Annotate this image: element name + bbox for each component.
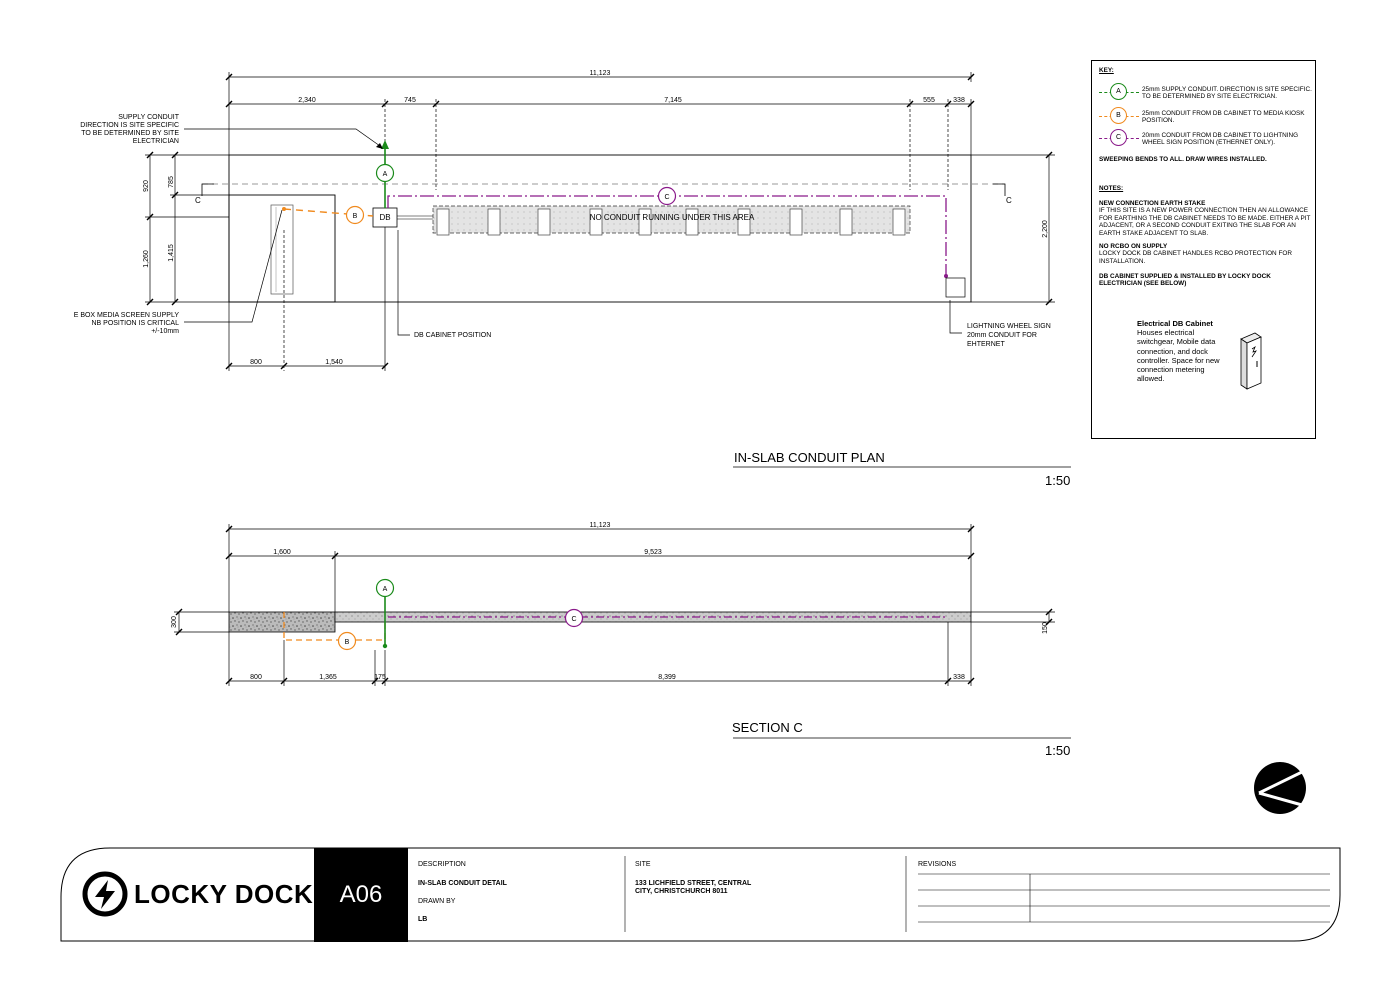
key-item-a (1092, 82, 1317, 104)
key-panel (1091, 60, 1316, 439)
note-rcbo-title: NO RCBO ON SUPPLY (1099, 243, 1168, 250)
marker-b-plan-label: B (352, 213, 358, 220)
key-sweeping: SWEEPING BENDS TO ALL. DRAW WIRES INSTALLED. (1099, 156, 1267, 163)
lightning-sign-pad (946, 278, 965, 297)
dim-left-c: 1,260 (143, 250, 150, 268)
key-marker-b: B (1110, 107, 1127, 124)
key-text-c: 20mm CONDUIT FROM DB CABINET TO LIGHTNING WHEEL SIGN POSITION (ETHERNET ONLY). (1142, 132, 1299, 147)
sec-dim-right: 150 (1042, 622, 1049, 634)
sec-dim-d2: 9,523 (644, 549, 662, 556)
section-mark-right: C (1006, 196, 1012, 205)
dim-overall: 11,123 (589, 70, 611, 77)
key-marker-c: C (1110, 129, 1127, 146)
note-supplied: DB CABINET SUPPLIED & INSTALLED BY LOCKY DOCK ELECTRICIAN (SEE BELOW) (1099, 273, 1271, 288)
plan-dims-top (226, 72, 974, 190)
cabinet-body: Houses electrical switchgear, Mobile data connection, and dock controller. Space for new connection metering allowed. (1137, 328, 1220, 384)
drawn-by-value: LB (418, 916, 428, 923)
site-line1: 133 LICHFIELD STREET, CENTRAL (635, 880, 752, 887)
svg-text:DIRECTION IS SITE SPECIFIC: DIRECTION IS SITE SPECIFIC (80, 122, 179, 129)
dim-left-b: 785 (168, 176, 175, 188)
plan-dims-bottom (226, 227, 388, 371)
marker-c-section-label: C (571, 616, 577, 623)
section-scale: 1:50 (1045, 743, 1071, 758)
sec-dim-bottom-a: 800 (250, 674, 262, 681)
key-marker-a: A (1110, 83, 1127, 100)
plan-scale: 1:50 (1045, 473, 1071, 488)
no-conduit-label: NO CONDUIT RUNNING UNDER THIS AREA (589, 213, 755, 222)
note-supply (80, 114, 180, 145)
svg-text:NB POSITION IS CRITICAL: NB POSITION IS CRITICAL (91, 320, 179, 327)
svg-text:SUPPLY CONDUIT: SUPPLY CONDUIT (118, 114, 179, 121)
dim-bottom-b: 1,540 (325, 359, 343, 366)
key-item-c (1092, 128, 1317, 150)
dim-left-a: 920 (143, 180, 150, 192)
svg-text:20mm CONDUIT FOR: 20mm CONDUIT FOR (967, 332, 1037, 339)
sec-dim-bottom-c: 175 (374, 674, 386, 681)
cabinet-title: Electrical DB Cabinet (1137, 319, 1213, 328)
lightning-bolt-icon (85, 874, 125, 914)
notes-heading: NOTES: (1099, 185, 1124, 192)
dim-d5: 338 (953, 97, 965, 104)
dim-d4: 555 (923, 97, 935, 104)
note-db: DB CABINET POSITION (414, 332, 492, 339)
section-drawing (171, 522, 1071, 738)
section-dims-bottom (226, 622, 974, 686)
plan-dims-left (145, 152, 229, 305)
dim-d1: 2,340 (298, 97, 316, 104)
sec-dim-bottom-b: 1,365 (319, 674, 337, 681)
svg-text:E BOX MEDIA SCREEN SUPPLY: E BOX MEDIA SCREEN SUPPLY (73, 312, 179, 319)
dim-left-d: 1,415 (168, 244, 175, 262)
svg-text:TO BE DETERMINED BY SITE: TO BE DETERMINED BY SITE (81, 130, 179, 137)
marker-a-plan-label: A (382, 171, 388, 178)
note-earth-title: NEW CONNECTION EARTH STAKE (1099, 200, 1206, 207)
svg-text:EHTERNET: EHTERNET (967, 341, 1005, 348)
note-ebox (74, 312, 180, 335)
revisions-label: REVISIONS (918, 861, 957, 868)
drawn-by-label: DRAWN BY (418, 898, 456, 905)
marker-c-plan-label: C (664, 194, 670, 201)
section-line-c (202, 184, 1005, 196)
svg-text:ELECTRICIAN: ELECTRICIAN (132, 138, 179, 145)
key-item-b (1092, 106, 1317, 128)
sec-dim-d1: 1,600 (273, 549, 291, 556)
site-line2: CITY, CHRISTCHURCH 8011 (635, 888, 728, 895)
brand-name: LOCKY DOCK (134, 879, 314, 909)
note-rcbo-body: LOCKY DOCK DB CABINET HANDLES RCBO PROTECTION FOR INSTALLATION. (1099, 250, 1292, 265)
sec-dim-overall: 11,123 (589, 522, 611, 529)
description-label: DESCRIPTION (418, 861, 466, 868)
sheet-number: A06 (314, 848, 408, 942)
north-arrow-icon (1254, 762, 1306, 814)
dim-d3: 7,145 (664, 97, 682, 104)
section-dims-top (226, 524, 974, 612)
db-label: DB (379, 213, 391, 222)
marker-a-section-label: A (382, 586, 388, 593)
dim-d2: 745 (404, 97, 416, 104)
note-earth-body: IF THIS SITE IS A NEW POWER CONNECTION THEN AN ALLOWANCE FOR EARTHING THE DB CABINET NEEDS TO BE MADE. EITHER A PIT ADJACENT, OR A SECOND CONDUIT EXITING THE SLAB FOR AN EARTH STAKE ADJACENT TO SLAB. (1099, 207, 1311, 237)
section-mark-left: C (195, 196, 201, 205)
key-text-a: 25mm SUPPLY CONDUIT. DIRECTION IS SITE SPECIFIC. TO BE DETERMINED BY SITE ELECTRICIAN. (1142, 86, 1312, 101)
plan-title: IN-SLAB CONDUIT PLAN (734, 450, 885, 465)
ebox-footing-section (229, 612, 335, 632)
sec-dim-bottom-d: 8,399 (658, 674, 676, 681)
site-label: SITE (635, 861, 651, 868)
media-screen (271, 205, 293, 294)
svg-text:+/-10mm: +/-10mm (151, 328, 179, 335)
dim-right: 2,200 (1042, 220, 1049, 238)
note-rcbo (1099, 243, 1311, 265)
cabinet-icon (1237, 331, 1265, 391)
key-heading: KEY: (1099, 67, 1114, 74)
plan-drawing (74, 70, 1071, 467)
marker-b-section-label: B (344, 639, 350, 646)
cabinet-description (1137, 319, 1227, 383)
section-title: SECTION C (732, 720, 803, 735)
description-value: IN-SLAB CONDUIT DETAIL (418, 880, 507, 887)
note-earth (1099, 200, 1311, 237)
key-text-b: 25mm CONDUIT FROM DB CABINET TO MEDIA KIOSK POSITION. (1142, 110, 1305, 125)
sec-dim-left: 300 (171, 616, 178, 628)
sec-dim-bottom-e: 338 (953, 674, 965, 681)
svg-text:LIGHTNING WHEEL SIGN: LIGHTNING WHEEL SIGN (967, 323, 1051, 330)
dim-bottom-a: 800 (250, 359, 262, 366)
note-lightning (967, 323, 1051, 348)
